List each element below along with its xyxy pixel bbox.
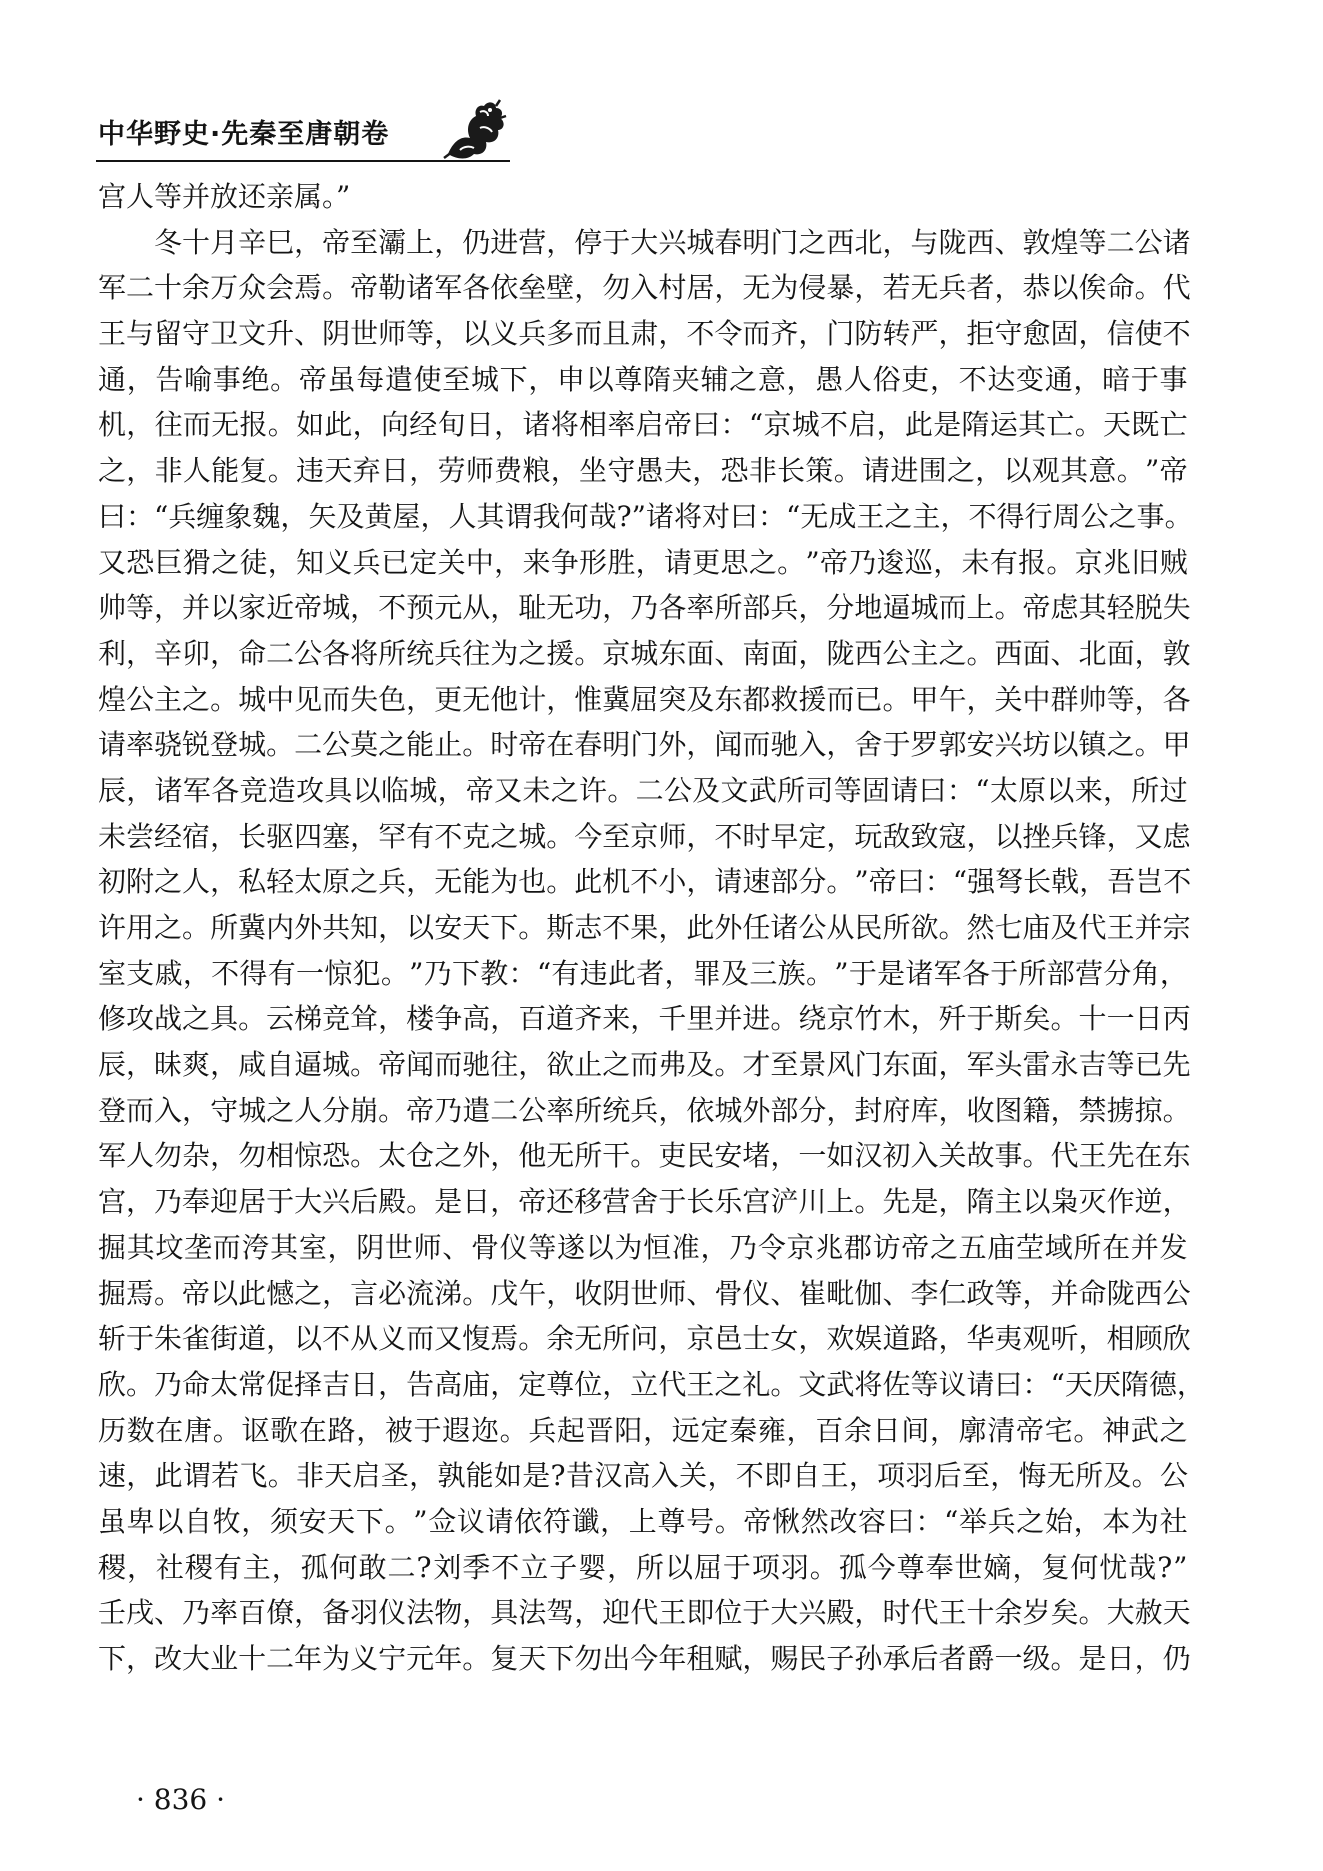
text-line: 斩 于 朱 雀 街 道 ， 以 不 从 义 而 又 愎 焉 。 余 无 所 问 ， 京 邑 士 女 ， 欢 娱 道 路 ， 华 夷 观 听 ， 相 顾 欣 [98,1322,1191,1356]
text-line: 未 尝 经 宿 ， 长 驱 四 塞 ， 罕 有 不 克 之 城 。 今 至 京 师 ， 不 时 早 定 ， 玩 敌 致 寇 ， 以 挫 兵 锋 ， 又 虑 [98,819,1191,853]
header-rule [96,160,510,162]
text-line: 通 ， 告 喻 事 绝 。 帝 虽 每 遣 使 至 城 下 ， 申 以 尊 隋 夹 辅 之 意 ， 愚 人 俗 吏 ， 不 达 变 通 ， 暗 于 事 [98,362,1188,396]
text-line: 欣 。 乃 命 太 常 促 择 吉 日 ， 告 高 庙 ， 定 尊 位 ， 立 代 王 之 礼 。 文 武 将 佐 等 议 请 曰 ： “ 天 厌 隋 德 ， [98,1367,1205,1401]
text-line: 辰 ， 昧 爽 ， 咸 自 逼 城 。 帝 闻 而 驰 往 ， 欲 止 之 而 弗 及 。 才 至 景 风 门 东 面 ， 军 头 雷 永 吉 等 已 先 [98,1048,1191,1082]
text-line: 宫 ， 乃 奉 迎 居 于 大 兴 后 殿 。 是 日 ， 帝 还 移 营 舍 于 长 乐 宫 浐 川 上 。 先 是 ， 隋 主 以 枭 灭 作 逆 ， [98,1185,1191,1219]
text-line: 宫人等并放还亲属。” [98,180,351,213]
text-line: 稷 ， 社 稷 有 主 ， 孤 何 敢 二 ? 刘 季 不 立 子 婴 ， 所 以 屈 于 项 羽 。 孤 今 尊 奉 世 嫡 ， 复 何 忧 哉 ? ” [98,1550,1188,1584]
text-line: 辰 ， 诸 军 各 竞 造 攻 具 以 临 城 ， 帝 又 未 之 许 。 二 公 及 文 武 所 司 等 固 请 曰 ： “ 太 原 以 来 ， 所 过 [98,773,1188,807]
text-line: 冬 十 月 辛 巳 ， 帝 至 灞 上 ， 仍 进 营 ， 停 于 大 兴 城 春 明 门 之 西 北 ， 与 陇 西 、 敦 煌 等 二 公 诸 [154,225,1191,259]
text-line: 速 ， 此 谓 若 飞 。 非 天 启 圣 ， 孰 能 如 是 ? 昔 汉 高 入 关 ， 不 即 自 王 ， 项 羽 后 至 ， 悔 无 所 及 。 公 [98,1459,1188,1493]
text-line: 下 ， 改 大 业 十 二 年 为 义 宁 元 年 。 复 天 下 勿 出 今 年 租 赋 ， 赐 民 子 孙 承 后 者 爵 一 级 。 是 日 ， 仍 [98,1642,1191,1675]
text-line: 军 二 十 余 万 众 会 焉 。 帝 勒 诸 军 各 依 垒 壁 ， 勿 入 村 居 ， 无 为 侵 暴 ， 若 无 兵 者 ， 恭 以 俟 命 。 代 [98,271,1191,305]
text-line: 壬 戌 、 乃 率 百 僚 ， 备 羽 仪 法 物 ， 具 法 驾 ， 迎 代 王 即 位 于 大 兴 殿 ， 时 代 王 十 余 岁 矣 。 大 赦 天 [98,1596,1191,1630]
text-line: 掘 焉 。 帝 以 此 憾 之 ， 言 必 流 涕 。 戊 午 ， 收 阴 世 师 、 骨 仪 、 崔 毗 伽 、 李 仁 政 等 ， 并 命 陇 西 公 [98,1276,1191,1310]
page-number: · 836 · [136,1783,226,1816]
dragon-ornament-icon [440,96,512,166]
text-line: 军 人 勿 杂 ， 勿 相 惊 恐 。 太 仓 之 外 ， 他 无 所 干 。 吏 民 安 堵 ， 一 如 汉 初 入 关 故 事 。 代 王 先 在 东 [98,1139,1191,1173]
text-line: 又 恐 巨 猾 之 徒 ， 知 义 兵 已 定 关 中 ， 来 争 形 胜 ， 请 更 思 之 。 ” 帝 乃 逡 巡 ， 未 有 报 。 京 兆 旧 贼 [98,545,1188,579]
text-line: 掘 其 坟 垄 而 洿 其 室 ， 阴 世 师 、 骨 仪 等 遂 以 为 恒 准 ， 乃 令 京 兆 郡 访 帝 之 五 庙 茔 域 所 在 并 发 [98,1230,1188,1264]
text-line: 室 支 戚 ， 不 得 有 一 惊 犯 。 ” 乃 下 教 ： “ 有 违 此 者 ， 罪 及 三 族 。 ” 于 是 诸 军 各 于 所 部 营 分 角 ， [98,956,1188,990]
text-line: 王 与 留 守 卫 文 升 、 阴 世 师 等 ， 以 义 兵 多 而 且 肃 ， 不 令 而 齐 ， 门 防 转 严 ， 拒 守 愈 固 ， 信 使 不 [98,317,1191,351]
text-line: 曰 ： “ 兵 缠 象 魏 ， 矢 及 黄 屋 ， 人 其 谓 我 何 哉 ? ” 诸 将 对 曰 ： “ 无 成 王 之 主 ， 不 得 行 周 公 之 事 。 [98,499,1193,533]
text-line: 帅 等 ， 并 以 家 近 帝 城 ， 不 预 元 从 ， 耻 无 功 ， 乃 各 率 所 部 兵 ， 分 地 逼 城 而 上 。 帝 虑 其 轻 脱 失 [98,591,1191,625]
text-line: 历 数 在 唐 。 讴 歌 在 路 ， 被 于 遐 迩 。 兵 起 晋 阳 ， 远 定 秦 雍 ， 百 余 日 间 ， 廓 清 帝 宅 。 神 武 之 [98,1413,1188,1447]
text-line: 之 ， 非 人 能 复 。 违 天 弃 日 ， 劳 师 费 粮 ， 坐 守 愚 夫 ， 恐 非 长 策 。 请 进 围 之 ， 以 观 其 意 。 ” 帝 [98,454,1188,488]
text-line: 登 而 入 ， 守 城 之 人 分 崩 。 帝 乃 遣 二 公 率 所 统 兵 ， 依 城 外 部 分 ， 封 府 库 ， 收 图 籍 ， 禁 掳 掠 。 [98,1093,1191,1127]
text-line: 虽 卑 以 自 牧 ， 须 安 天 下 。 ” 佥 议 请 依 符 谶 ， 上 尊 号 。 帝 愀 然 改 容 曰 ： “ 举 兵 之 始 ， 本 为 社 [98,1504,1188,1538]
book-title: 中华野史·先秦至唐朝卷 [98,119,390,150]
text-line: 初 附 之 人 ， 私 轻 太 原 之 兵 ， 无 能 为 也 。 此 机 不 小 ， 请 速 部 分 。 ” 帝 曰 ： “ 强 弩 长 戟 ， 吾 岂 不 [98,865,1192,899]
text-line: 利 ， 辛 卯 ， 命 二 公 各 将 所 统 兵 往 为 之 援 。 京 城 东 面 、 南 面 ， 陇 西 公 主 之 。 西 面 、 北 面 ， 敦 [98,636,1191,670]
text-line: 煌 公 主 之 。 城 中 见 而 失 色 ， 更 无 他 计 ， 惟 冀 屈 突 及 东 都 救 援 而 已 。 甲 午 ， 关 中 群 帅 等 ， 各 [98,682,1191,716]
text-line: 修 攻 战 之 具 。 云 梯 竞 耸 ， 楼 争 高 ， 百 道 齐 来 ， 千 里 并 进 。 绕 京 竹 木 ， 歼 于 斯 矣 。 十 一 日 丙 [98,1002,1191,1036]
text-line: 机 ， 往 而 无 报 。 如 此 ， 向 经 旬 日 ， 诸 将 相 率 启 帝 曰 ： “ 京 城 不 启 ， 此 是 隋 运 其 亡 。 天 既 亡 [98,408,1188,442]
text-line: 许 用 之 。 所 冀 内 外 共 知 ， 以 安 天 下 。 斯 志 不 果 ， 此 外 任 诸 公 从 民 所 欲 。 然 七 庙 及 代 王 并 宗 [98,911,1191,944]
body-text [98,174,1205,1682]
text-line: 请 率 骁 锐 登 城 。 二 公 莫 之 能 止 。 时 帝 在 春 明 门 外 ， 闻 而 驰 入 ， 舍 于 罗 郭 安 兴 坊 以 镇 之 。 甲 [98,728,1191,762]
